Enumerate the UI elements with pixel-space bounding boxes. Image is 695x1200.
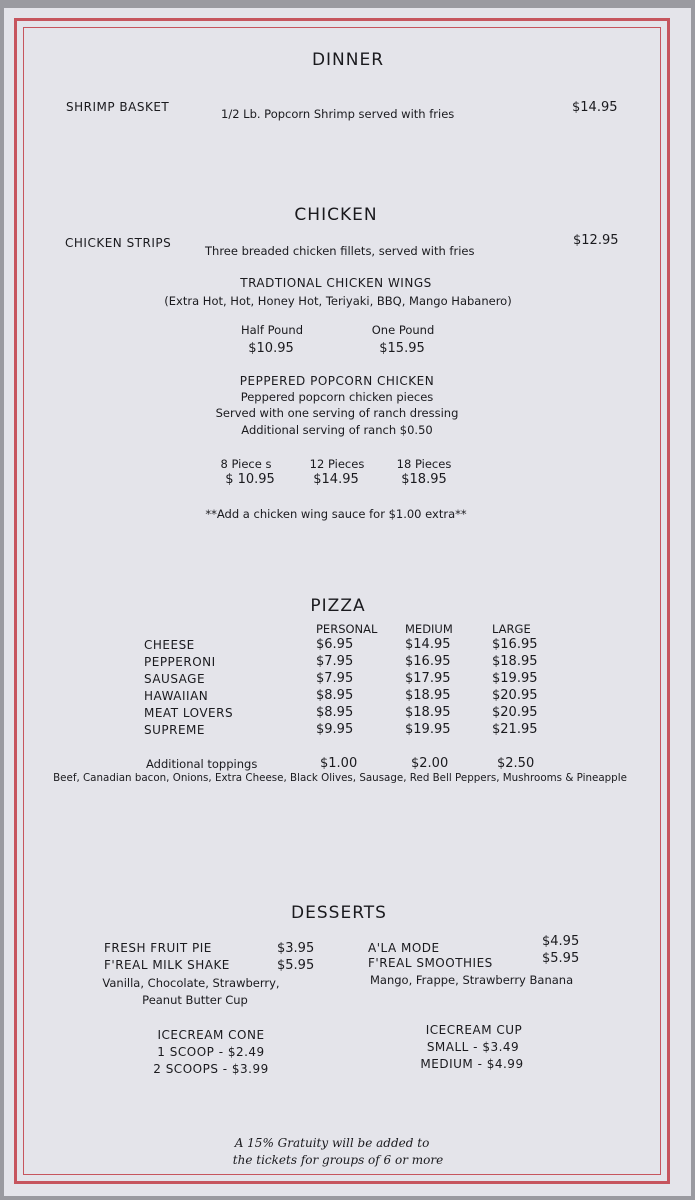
toppings-list: Beef, Canadian bacon, Onions, Extra Cheese, Black Olives, Sausage, Red Bell Peppers, Mushrooms & Pineapple [53,772,627,784]
pizza-row-price: $20.95 [492,688,538,703]
pizza-row-price: $21.95 [492,722,538,737]
pizza-row-price: $7.95 [316,671,354,686]
pizza-row-name: PEPPERONI [144,655,216,669]
pizza-row-price: $6.95 [316,637,354,652]
popcorn-line-3: Additional serving of ranch $0.50 [241,423,433,437]
pizza-row-name: MEAT LOVERS [144,706,234,720]
popcorn-size-12-price: $14.95 [313,472,359,487]
icecream-cup-line-2: MEDIUM - $4.99 [420,1057,524,1071]
icecream-cone-line-1: 1 SCOOP - $2.49 [157,1045,265,1059]
popcorn-size-18-label: 18 Pieces [396,457,452,471]
chicken-strips-desc: Three breaded chicken fillets, served with fries [205,244,475,258]
pizza-row-price: $17.95 [405,671,451,686]
chicken-strips-name: CHICKEN STRIPS [65,236,172,250]
pizza-row-price: $16.95 [405,654,451,669]
wings-half-label: Half Pound [240,323,304,337]
smoothies-flavors: Mango, Frappe, Strawberry Banana [370,973,574,987]
popcorn-size-8-price: $ 10.95 [225,472,275,487]
pizza-row-name: SAUSAGE [144,672,206,686]
pizza-row-price: $18.95 [492,654,538,669]
toppings-label: Additional toppings [146,757,258,771]
shrimp-basket-price: $14.95 [572,100,618,115]
toppings-price-large: $2.50 [497,756,535,771]
shrimp-basket-name: SHRIMP BASKET [66,100,170,114]
smoothies-name: F'REAL SMOOTHIES [368,956,493,970]
alamode-name: A'LA MODE [368,941,440,955]
icecream-cup-title: ICECREAM CUP [425,1023,523,1037]
icecream-cone-title: ICECREAM CONE [157,1028,265,1042]
shrimp-basket-desc: 1/2 Lb. Popcorn Shrimp served with fries [221,107,455,121]
pizza-col-medium: MEDIUM [405,622,453,636]
gratuity-line-2: the tickets for groups of 6 or more [232,1153,444,1167]
wings-one-label: One Pound [371,323,435,337]
fruit-pie-name: FRESH FRUIT PIE [104,941,212,955]
popcorn-line-1: Peppered popcorn chicken pieces [240,390,434,404]
popcorn-line-2: Served with one serving of ranch dressing [215,406,459,420]
pizza-row-price: $7.95 [316,654,354,669]
pizza-row-price: $20.95 [492,705,538,720]
toppings-price-medium: $2.00 [411,756,449,771]
popcorn-size-18-price: $18.95 [401,472,447,487]
icecream-cup-line-1: SMALL - $3.49 [426,1040,520,1054]
chicken-strips-price: $12.95 [573,233,619,248]
milk-shake-flavors-1: Vanilla, Chocolate, Strawberry, [102,976,280,990]
gratuity-line-1: A 15% Gratuity will be added to [234,1136,430,1150]
wings-half-price: $10.95 [248,341,294,356]
pizza-row-price: $16.95 [492,637,538,652]
pizza-col-large: LARGE [492,622,531,636]
toppings-price-personal: $1.00 [320,756,358,771]
pizza-row-name: SUPREME [144,723,205,737]
wings-one-price: $15.95 [379,341,425,356]
pizza-row-price: $19.95 [405,722,451,737]
popcorn-size-12-label: 12 Pieces [309,457,365,471]
pizza-row-price: $8.95 [316,688,354,703]
wings-flavors: (Extra Hot, Hot, Honey Hot, Teriyaki, BBQ, Mango Habanero) [164,294,512,308]
milk-shake-flavors-2: Peanut Butter Cup [142,993,248,1007]
pizza-row-price: $18.95 [405,705,451,720]
wings-title: TRADTIONAL CHICKEN WINGS [240,276,432,290]
pizza-row-price: $19.95 [492,671,538,686]
pizza-row-name: HAWAIIAN [144,689,209,703]
icecream-cone-line-2: 2 SCOOPS - $3.99 [153,1062,269,1076]
pizza-row-price: $8.95 [316,705,354,720]
popcorn-title: PEPPERED POPCORN CHICKEN [239,374,435,388]
milk-shake-price: $5.95 [277,958,315,973]
dinner-heading: DINNER [311,50,385,70]
pizza-row-price: $14.95 [405,637,451,652]
smoothies-price: $5.95 [542,951,580,966]
desserts-heading: DESSERTS [291,903,387,923]
pizza-row-name: CHEESE [144,638,195,652]
fruit-pie-price: $3.95 [277,941,315,956]
wing-sauce-note: **Add a chicken wing sauce for $1.00 extra** [205,507,467,521]
pizza-heading: PIZZA [310,596,366,616]
alamode-price: $4.95 [542,934,580,949]
pizza-row-price: $18.95 [405,688,451,703]
chicken-heading: CHICKEN [294,205,378,225]
pizza-col-personal: PERSONAL [316,622,378,636]
popcorn-size-8-label: 8 Piece s [220,457,272,471]
pizza-row-price: $9.95 [316,722,354,737]
milk-shake-name: F'REAL MILK SHAKE [104,958,230,972]
